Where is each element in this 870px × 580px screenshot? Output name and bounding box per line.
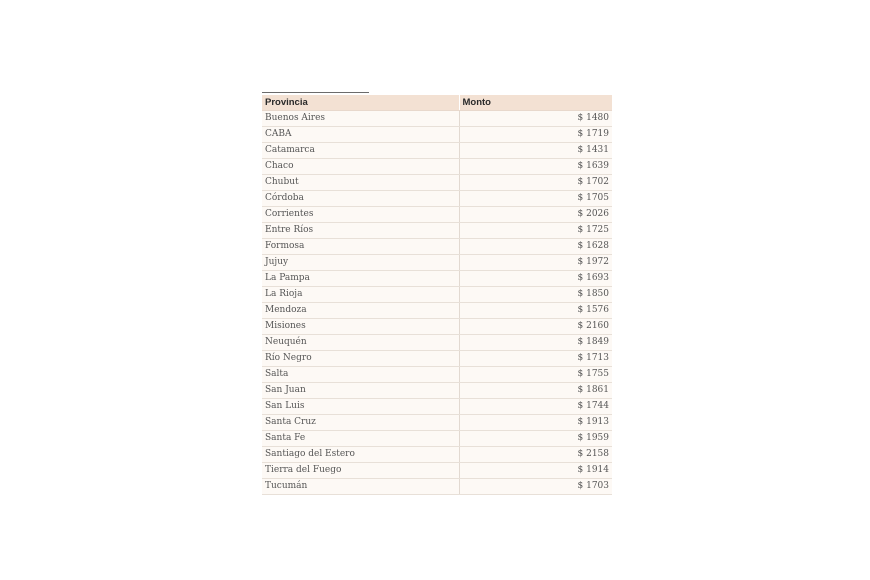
cell-provincia: Formosa [262,239,459,255]
table-row [262,335,612,351]
cell-provincia: Corrientes [262,207,459,223]
cell-monto: $ 1850 [459,287,612,303]
cell-monto: $ 2026 [459,207,612,223]
cell-monto: $ 1628 [459,239,612,255]
table-row [262,159,612,175]
cell-provincia: Misiones [262,319,459,335]
table-row [262,207,612,223]
table-row [262,399,612,415]
cell-provincia: Chubut [262,175,459,191]
cell-monto: $ 1705 [459,191,612,207]
table-row [262,303,612,319]
cell-provincia: Jujuy [262,255,459,271]
cell-monto: $ 1719 [459,127,612,143]
table-row [262,271,612,287]
table-row [262,367,612,383]
table-row [262,431,612,447]
cell-monto: $ 1849 [459,335,612,351]
table-body [262,111,612,495]
table-row [262,191,612,207]
table-row [262,447,612,463]
cell-provincia: Santa Cruz [262,415,459,431]
cell-provincia: Santa Fe [262,431,459,447]
cell-monto: $ 1431 [459,143,612,159]
table-row [262,383,612,399]
cell-monto: $ 1576 [459,303,612,319]
cell-monto: $ 1959 [459,431,612,447]
table-row [262,239,612,255]
cell-provincia: Tucumán [262,479,459,495]
table-row [262,463,612,479]
cell-monto: $ 2160 [459,319,612,335]
cell-monto: $ 1914 [459,463,612,479]
data-table-container [262,95,612,495]
table-row [262,479,612,495]
cell-monto: $ 1693 [459,271,612,287]
table-row [262,175,612,191]
cell-provincia: CABA [262,127,459,143]
cell-provincia: La Rioja [262,287,459,303]
cell-monto: $ 1480 [459,111,612,127]
header-row [262,95,612,111]
table-row [262,351,612,367]
top-rule [262,92,369,93]
cell-provincia: Salta [262,367,459,383]
table-row [262,111,612,127]
table-row [262,415,612,431]
cell-provincia: Tierra del Fuego [262,463,459,479]
table-row [262,143,612,159]
cell-monto: $ 1725 [459,223,612,239]
cell-monto: $ 1639 [459,159,612,175]
cell-provincia: La Pampa [262,271,459,287]
table-row [262,255,612,271]
cell-provincia: Buenos Aires [262,111,459,127]
table-row [262,319,612,335]
table-row [262,223,612,239]
table-row [262,127,612,143]
cell-provincia: Neuquén [262,335,459,351]
provincia-monto-table [262,95,612,495]
cell-provincia: Chaco [262,159,459,175]
cell-monto: $ 1744 [459,399,612,415]
table-header [262,95,612,111]
header-provincia[interactable]: Provincia [262,95,459,111]
cell-provincia: San Luis [262,399,459,415]
cell-provincia: Río Negro [262,351,459,367]
cell-monto: $ 1702 [459,175,612,191]
header-monto[interactable]: Monto [459,95,612,111]
cell-provincia: Mendoza [262,303,459,319]
cell-monto: $ 1913 [459,415,612,431]
cell-provincia: Córdoba [262,191,459,207]
cell-monto: $ 1972 [459,255,612,271]
cell-monto: $ 2158 [459,447,612,463]
cell-monto: $ 1703 [459,479,612,495]
cell-provincia: San Juan [262,383,459,399]
table-row [262,287,612,303]
cell-provincia: Catamarca [262,143,459,159]
cell-monto: $ 1861 [459,383,612,399]
cell-provincia: Santiago del Estero [262,447,459,463]
cell-provincia: Entre Ríos [262,223,459,239]
cell-monto: $ 1713 [459,351,612,367]
cell-monto: $ 1755 [459,367,612,383]
